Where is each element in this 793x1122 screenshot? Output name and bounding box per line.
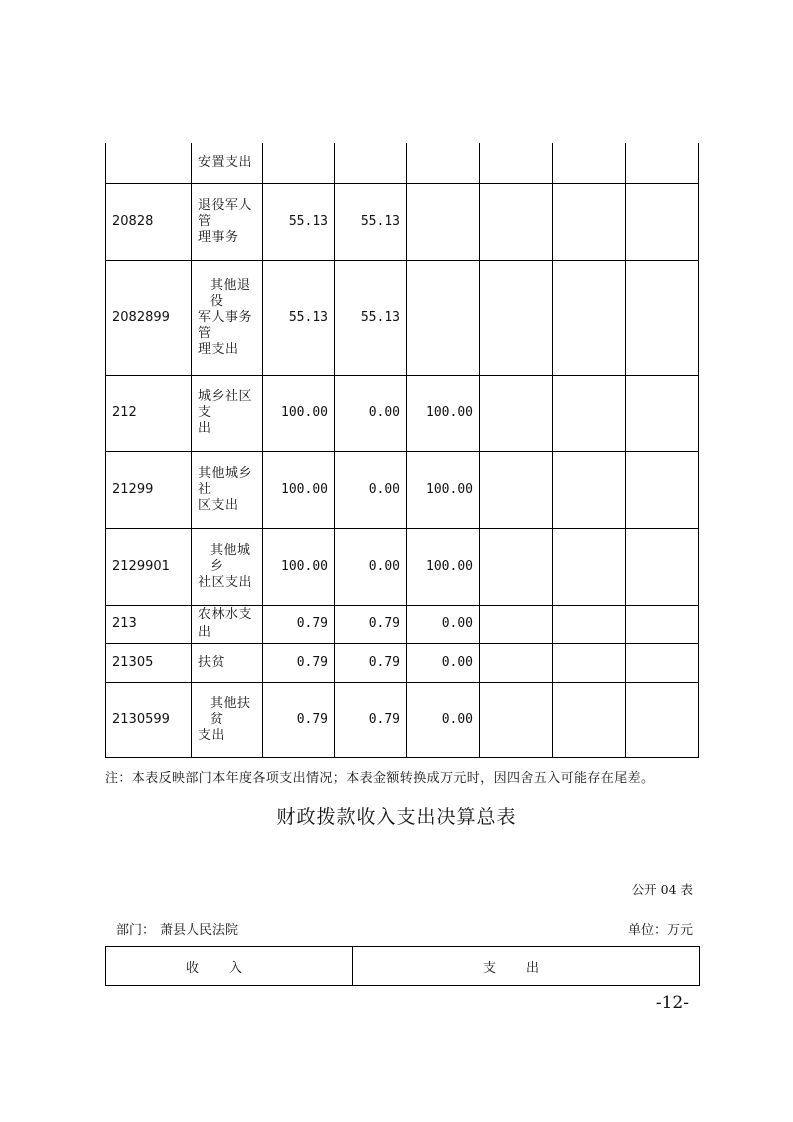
subject-name-line: 社区支出: [198, 574, 253, 590]
empty-cell: [480, 682, 553, 757]
subject-code: 20828: [106, 183, 192, 260]
empty-cell: [480, 643, 553, 682]
amount-total: [263, 143, 335, 183]
section-title: 财政拨款收入支出决算总表: [276, 806, 517, 828]
empty-cell: [480, 260, 553, 375]
subject-name-line: 城乡社区支: [198, 389, 253, 420]
amount-project: 100.00: [407, 528, 480, 605]
subject-name-line: 其他退役: [210, 277, 251, 309]
empty-cell: [553, 143, 626, 183]
subject-name-line: 区支出: [198, 497, 239, 513]
subject-name-line: 其他城乡: [210, 542, 251, 574]
subject-name-line: 其他扶贫: [210, 695, 251, 727]
table-note: 注：本表反映部门本年度各项支出情况；本表金额转换成万元时，因四舍五入可能存在尾差。: [105, 771, 655, 786]
amount-basic: [335, 143, 407, 183]
table-row: [106, 183, 699, 260]
income-header: 收入: [106, 947, 353, 986]
table-row: [106, 451, 699, 528]
empty-cell: [626, 260, 699, 375]
empty-cell: [626, 682, 699, 757]
subject-name: [192, 260, 263, 375]
department-label: 部门：: [116, 923, 156, 938]
amount-basic: 0.00: [335, 528, 407, 605]
empty-cell: [626, 528, 699, 605]
subject-code: [106, 143, 192, 183]
subject-code: 2129901: [106, 528, 192, 605]
empty-cell: [553, 260, 626, 375]
empty-cell: [480, 143, 553, 183]
subject-name: [192, 682, 263, 757]
empty-cell: [553, 605, 626, 643]
empty-cell: [553, 682, 626, 757]
empty-cell: [553, 183, 626, 260]
empty-cell: [626, 375, 699, 451]
subject-name-line: 理支出: [198, 341, 239, 357]
table-row: [106, 682, 699, 757]
subject-name: [192, 375, 263, 451]
empty-cell: [480, 451, 553, 528]
empty-cell: [480, 183, 553, 260]
subject-name: [192, 183, 263, 260]
subject-name: [192, 643, 263, 682]
subject-code: 212: [106, 375, 192, 451]
amount-total: 0.79: [263, 643, 335, 682]
amount-basic: 0.00: [335, 451, 407, 528]
amount-total: 100.00: [263, 528, 335, 605]
amount-total: 55.13: [263, 260, 335, 375]
amount-project: 0.00: [407, 643, 480, 682]
amount-total: 55.13: [263, 183, 335, 260]
subject-code: 2130599: [106, 682, 192, 757]
amount-project: [407, 143, 480, 183]
amount-total: 0.79: [263, 682, 335, 757]
table-row: [106, 528, 699, 605]
empty-cell: [626, 143, 699, 183]
page-number: -12-: [655, 993, 689, 1013]
amount-project: 100.00: [407, 451, 480, 528]
subject-name: [192, 143, 263, 183]
amount-project: 100.00: [407, 375, 480, 451]
unit-label: 单位：万元: [627, 923, 693, 938]
expenditure-table: [105, 143, 699, 758]
subject-name: [192, 451, 263, 528]
empty-cell: [553, 528, 626, 605]
expense-header: 支出: [353, 947, 700, 986]
empty-cell: [553, 451, 626, 528]
subject-name-line: 支出: [198, 727, 226, 743]
subject-code: 21305: [106, 643, 192, 682]
amount-basic: 0.79: [335, 682, 407, 757]
amount-basic: 55.13: [335, 260, 407, 375]
amount-project: [407, 260, 480, 375]
subject-name-line: 安置支出: [198, 154, 253, 170]
table-row: [106, 143, 699, 183]
empty-cell: [480, 375, 553, 451]
empty-cell: [626, 451, 699, 528]
amount-project: [407, 183, 480, 260]
empty-cell: [553, 375, 626, 451]
table-row: [106, 375, 699, 451]
amount-basic: 0.00: [335, 375, 407, 451]
amount-total: 100.00: [263, 375, 335, 451]
amount-project: 0.00: [407, 682, 480, 757]
subject-code: 213: [106, 605, 192, 643]
subject-name: [192, 605, 263, 643]
empty-cell: [480, 528, 553, 605]
amount-basic: 0.79: [335, 643, 407, 682]
form-number: 公开 04 表: [631, 882, 693, 897]
subject-name-line: 扶贫: [198, 654, 226, 670]
subject-name-line: 退役军人管: [198, 197, 253, 229]
subject-name: [192, 528, 263, 605]
amount-total: 0.79: [263, 605, 335, 643]
department-value: 萧县人民法院: [160, 923, 239, 938]
subject-name-line: 出: [198, 421, 212, 436]
subject-name-line: 农林水支出: [198, 607, 253, 640]
subject-name-line: 军人事务管: [198, 309, 253, 341]
amount-total: 100.00: [263, 451, 335, 528]
amount-basic: 55.13: [335, 183, 407, 260]
table-row: [106, 643, 699, 682]
summary-table: [105, 946, 700, 986]
empty-cell: [626, 605, 699, 643]
subject-name-line: 理事务: [198, 229, 239, 245]
subject-code: 2082899: [106, 260, 192, 375]
amount-basic: 0.79: [335, 605, 407, 643]
empty-cell: [553, 643, 626, 682]
empty-cell: [626, 643, 699, 682]
subject-name-line: 其他城乡社: [198, 465, 253, 497]
empty-cell: [480, 605, 553, 643]
amount-project: 0.00: [407, 605, 480, 643]
empty-cell: [626, 183, 699, 260]
subject-code: 21299: [106, 451, 192, 528]
table-row: [106, 260, 699, 375]
table-row: [106, 605, 699, 643]
summary-header-row: [106, 947, 700, 986]
